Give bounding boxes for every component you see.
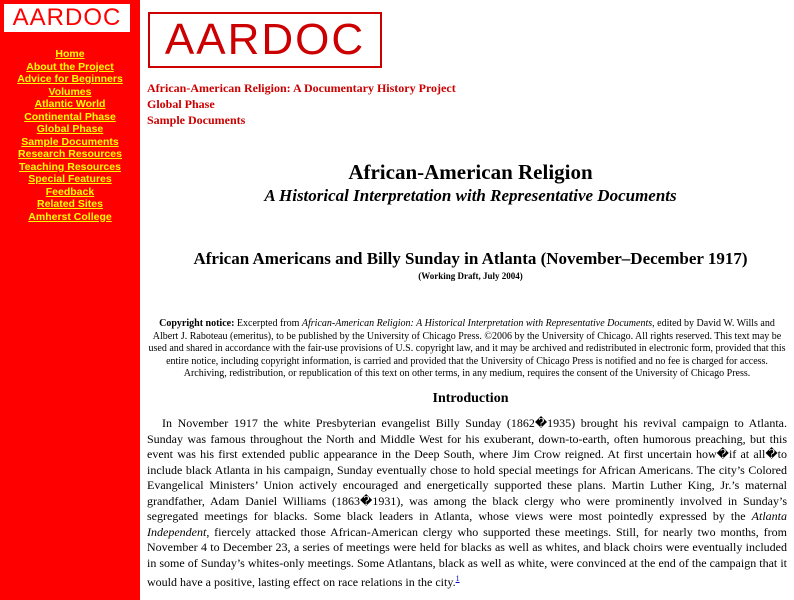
- breadcrumb: [147, 80, 456, 128]
- sidebar-logo[interactable]: AARDOC: [2, 2, 132, 34]
- page-title: African-American Religion: [348, 160, 593, 184]
- nav-item-atlantic-world: [0, 97, 140, 110]
- nav-item-continental-phase: [0, 110, 140, 123]
- nav-item-research-resources: [0, 147, 140, 160]
- nav-link-sample-documents[interactable]: Sample Documents: [21, 135, 119, 148]
- intro-text-1: In November 1917 the white Presbyterian evangelist Billy Sunday (1862�1935) brought his revival campaign to Atlanta. Sunday was famous throughout the North and Middle West for his exuberant, down-to-earth, often humorous preaching, but this event was his first extended public appearance in the Deep South, where Jim Crow reigned. At first uncertain how�if at all�to include black Atlanta in his campaign, Sunday eventually chose to hold special meetings for African Americans. The city’s Colored Evangelical Ministers’ Union actively encouraged and energetically supported these plans. Martin Luther King, Jr.’s maternal grandfather, Adam Daniel Williams (1863�1931), was among the black clergy who were prominently involved in Sunday’s segregated meetings for blacks. Some black leaders in Atlanta, whose views were most pointedly expressed by the: [147, 416, 787, 523]
- nav-item-sample-documents: [0, 135, 140, 148]
- intro-heading: Introduction: [432, 391, 509, 406]
- nav-item-volumes: [0, 85, 140, 98]
- nav-item-advice: [0, 72, 140, 85]
- nav-item-related-sites: [0, 197, 140, 210]
- sidebar-nav: [0, 47, 140, 222]
- article-title: African Americans and Billy Sunday in Atlanta (November–December 1917): [193, 249, 748, 268]
- nav-link-about[interactable]: About the Project: [26, 60, 114, 73]
- nav-link-atlantic-world[interactable]: Atlantic World: [34, 98, 106, 110]
- nav-item-about: [0, 60, 140, 73]
- draft-note: (Working Draft, July 2004): [418, 271, 523, 281]
- intro-paragraph: [147, 416, 787, 591]
- sidebar-divider: [140, 0, 142, 600]
- nav-link-global-phase[interactable]: Global Phase: [36, 123, 104, 135]
- breadcrumb-section: Sample Documents: [147, 113, 246, 127]
- copyright-notice: [147, 318, 787, 381]
- nav-link-feedback[interactable]: Feedback: [45, 185, 95, 198]
- book-title: African-American Religion: A Historical Interpretation with Representative Documents: [301, 318, 653, 329]
- footnote-link[interactable]: 1: [455, 574, 460, 583]
- nav-item-teaching-resources: [0, 160, 140, 173]
- nav-item-amherst-college: [0, 210, 140, 223]
- copyright-label: Copyright notice:: [159, 318, 235, 329]
- nav-link-home[interactable]: Home: [55, 48, 85, 60]
- main-content: [143, 0, 794, 600]
- nav-item-global-phase: [0, 122, 140, 135]
- nav-link-advice[interactable]: Advice for Beginners: [17, 73, 123, 85]
- copyright-text-1: Excerpted from: [234, 318, 302, 329]
- nav-link-continental-phase[interactable]: Continental Phase: [24, 110, 116, 123]
- nav-link-teaching-resources[interactable]: Teaching Resources: [19, 160, 121, 173]
- copyright-text-2: , edited by David W. Wills and Albert J. Raboteau (emeritus), to be published by the University of Chicago Press. ©2006 by the University of Chicago. All rights reserved. This text may be used and shared in accordance with the fair-use provisions of U.S. copyright law, and it may be archived and redistributed in electronic form, provided that this entire notice, including copyright information, is carried and provided that the University of Chicago Press is notified and no fee is charged for access. Archiving, redistribution, or republication of this text on other terms, in any medium, requires the consent of the University of Chicago Press.: [148, 318, 786, 379]
- nav-item-special-features: [0, 172, 140, 185]
- page-subtitle: A Historical Interpretation with Representative Documents: [264, 186, 677, 205]
- nav-link-related-sites[interactable]: Related Sites: [37, 198, 103, 210]
- nav-link-volumes[interactable]: Volumes: [48, 85, 92, 98]
- intro-text-2: , fiercely attacked those African-American clergy who supported these meetings. Still, for nearly two months, from November 4 to December 23, a series of meetings were held for blacks as well as whites, and black choirs were eventually included in some of Sunday’s whites-only meetings. Some Atlantans, black as well as white, were convinced at the end of the campaign that it would have a positive, lasting effect on race relations in the city.: [147, 524, 787, 589]
- breadcrumb-phase: Global Phase: [147, 97, 215, 111]
- nav-link-special-features[interactable]: Special Features: [28, 173, 112, 185]
- nav-item-home: [0, 47, 140, 60]
- sidebar: [0, 0, 140, 600]
- newspaper-title: Atlanta Independent: [147, 509, 787, 539]
- breadcrumb-project: African-American Religion: A Documentary History Project: [147, 81, 456, 95]
- nav-item-feedback: [0, 185, 140, 198]
- header-logo: AARDOC: [148, 12, 382, 68]
- nav-link-research-resources[interactable]: Research Resources: [18, 148, 122, 160]
- nav-link-amherst-college[interactable]: Amherst College: [28, 210, 112, 223]
